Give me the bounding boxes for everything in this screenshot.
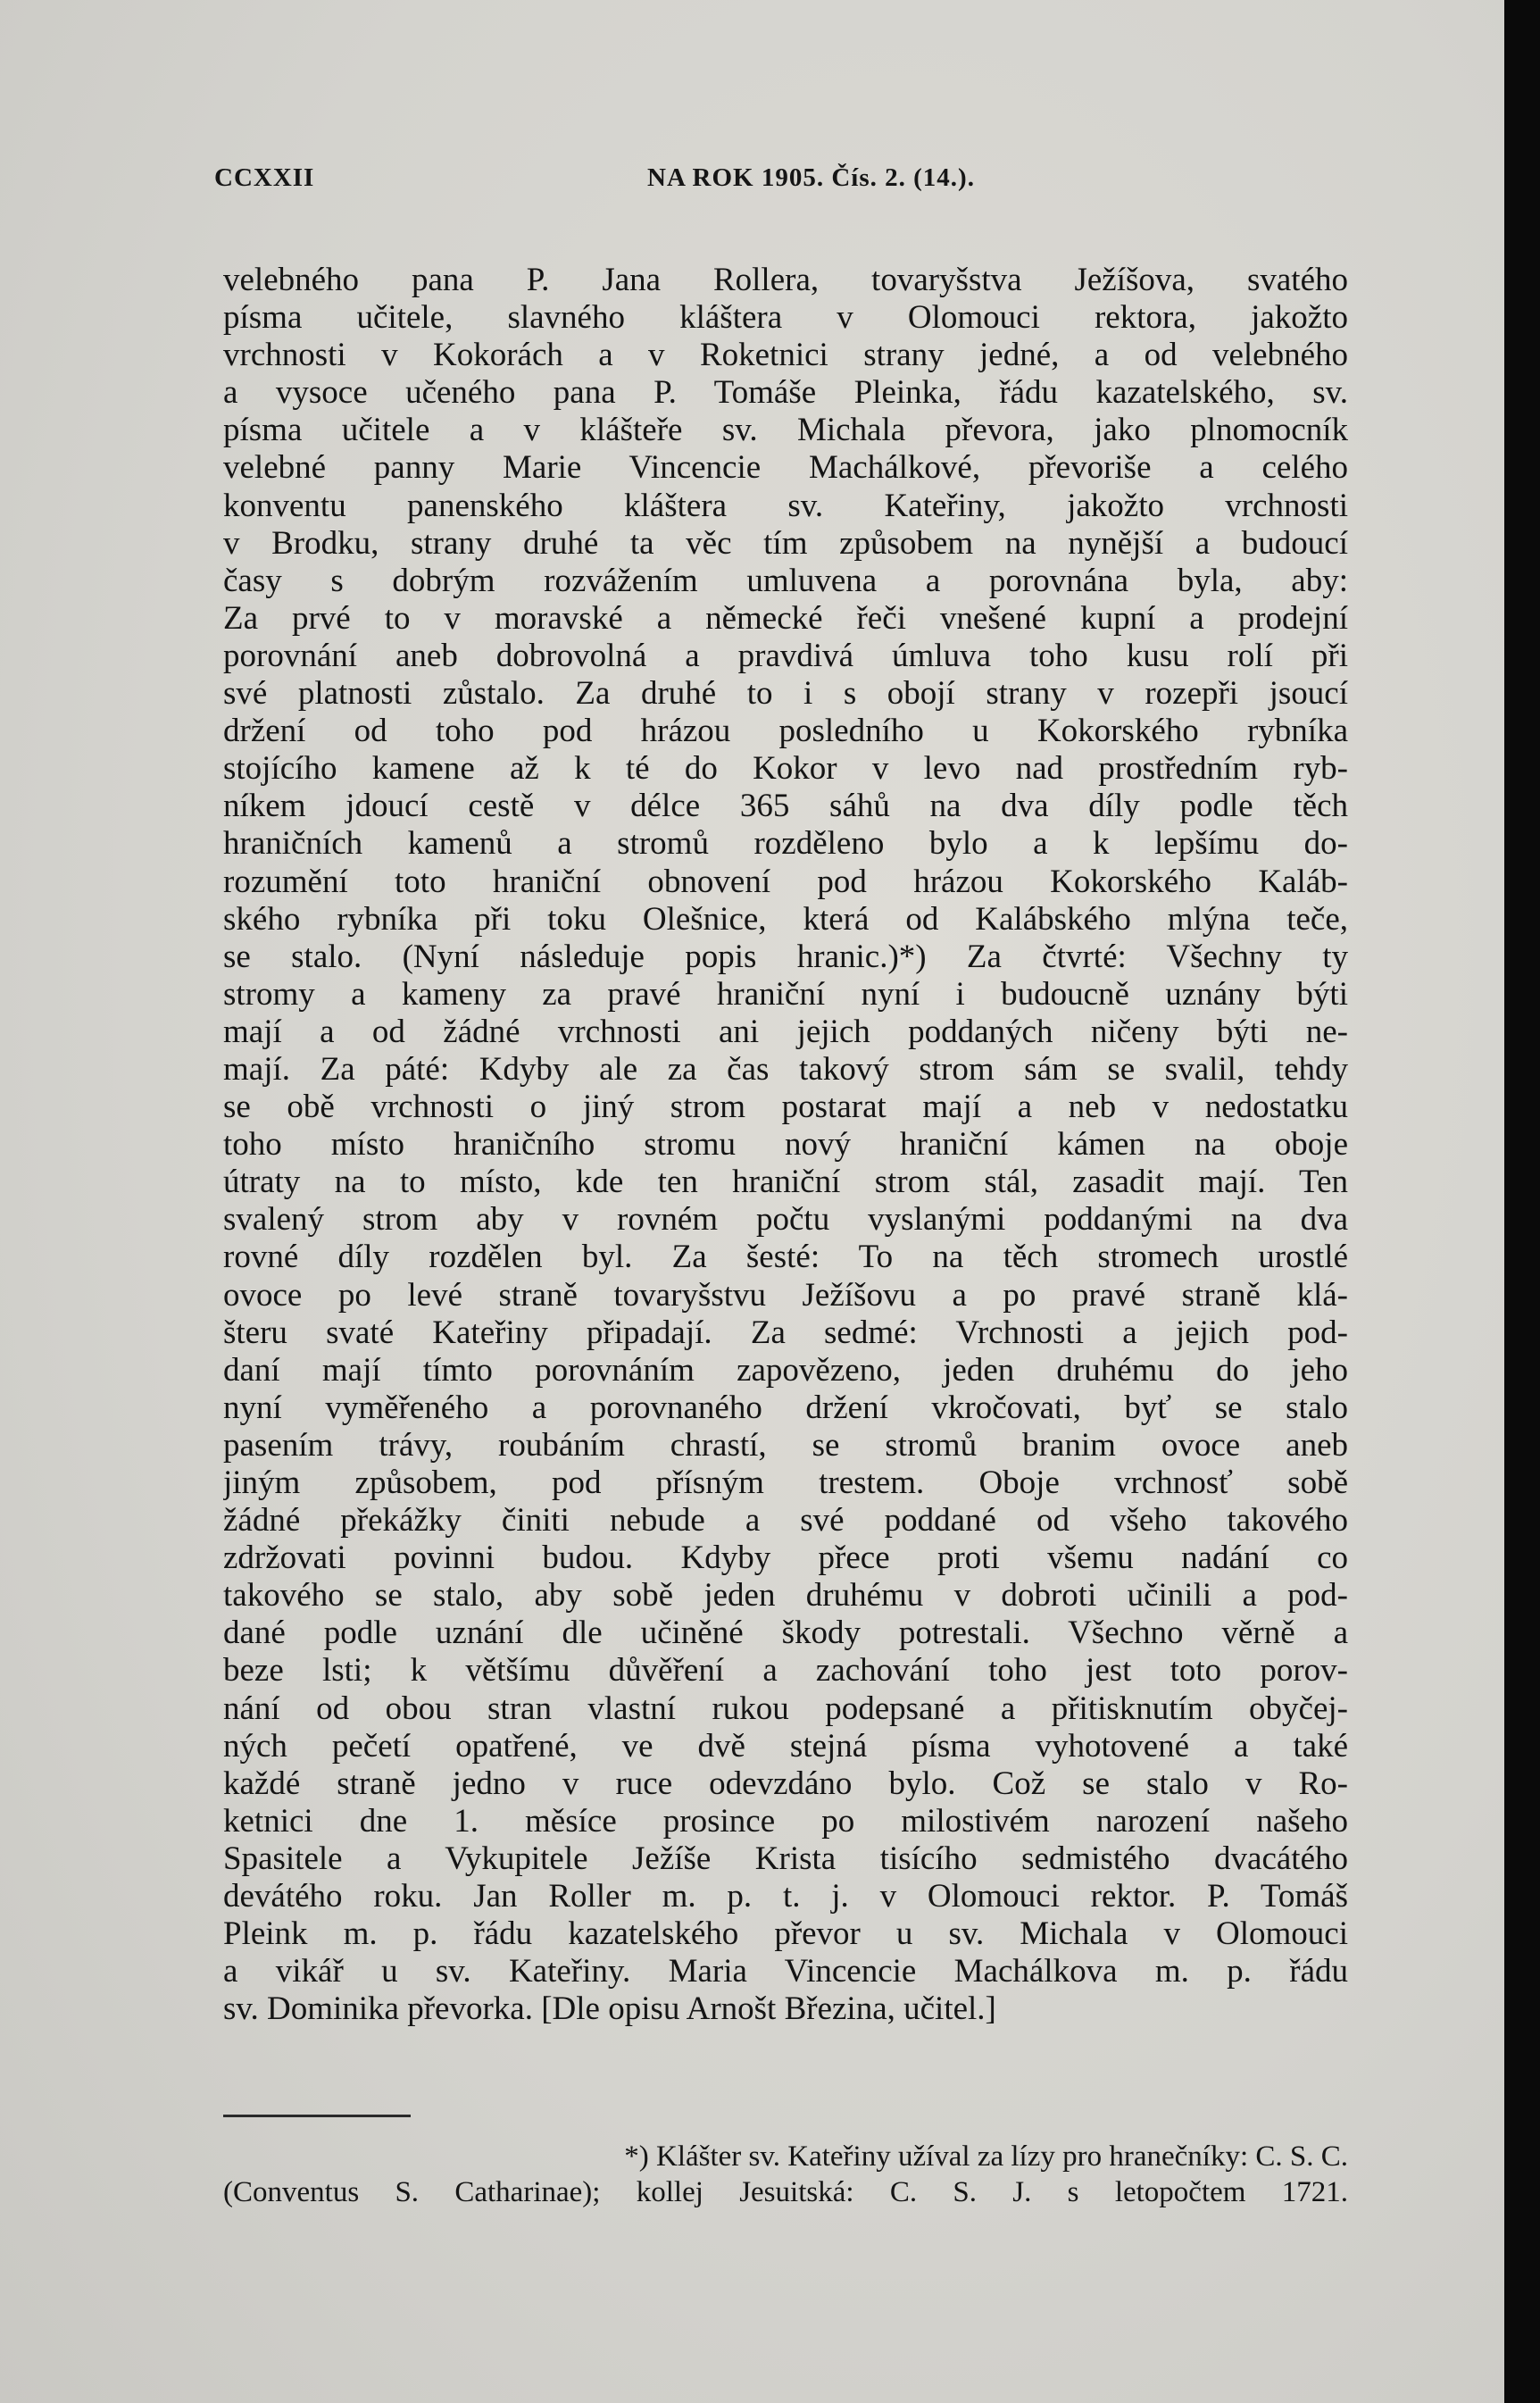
text-line: a vysoce učeného pana P. Tomáše Pleinka, řádu kazatelského, sv. [223,374,1348,412]
text-line: vrchnosti v Kokorách a v Roketnici strany jedné, a od velebného [223,337,1348,374]
text-line: ského rybníka při toku Olešnice, která od Kalábského mlýna teče, [223,900,1348,938]
text-line: písma učitele a v klášteře sv. Michala převora, jako plnomocník [223,412,1348,449]
text-line: níkem jdoucí cestě v délce 365 sáhů na dva díly podle těch [223,788,1348,825]
running-title: NA ROK 1905. Čís. 2. (14.). [647,163,975,192]
text-line: rozumění toto hraniční obnovení pod hrázou Kokorského Kaláb- [223,863,1348,900]
text-line: stromy a kameny za pravé hraniční nyní i budoucně uznány býti [223,975,1348,1013]
scan-edge [1504,0,1540,2403]
text-line: pasením trávy, roubáním chrastí, se stromů branim ovoce aneb [223,1426,1348,1464]
text-line: takového se stalo, aby sobě jeden druhému v dobroti učinili a pod- [223,1577,1348,1615]
body-text [223,262,1348,2028]
text-line: se stalo. (Nyní následuje popis hranic.)*) Za čtvrté: Všechny ty [223,938,1348,975]
text-line: mají. Za páté: Kdyby ale za čas takový strom sám se svalil, tehdy [223,1050,1348,1088]
text-line: ných pečetí opatřené, ve dvě stejná písma vyhotovené a také [223,1727,1348,1765]
text-line: mají a od žádné vrchnosti ani jejich poddaných ničeny býti ne- [223,1013,1348,1050]
text-line: devátého roku. Jan Roller m. p. t. j. v Olomouci rektor. P. Tomáš [223,1878,1348,1915]
text-line: velebného pana P. Jana Rollera, tovaryšstva Ježíšova, svatého [223,262,1348,298]
footnote-divider [223,2115,411,2117]
text-line: nání od obou stran vlastní rukou podepsané a přitisknutím obyčej- [223,1690,1348,1727]
text-line: se obě vrchnosti o jiný strom postarat mají a neb v nedostatku [223,1089,1348,1126]
text-line: ovoce po levé straně tovaryšstvu Ježíšovu a po pravé straně klá- [223,1276,1348,1314]
text-line: v Brodku, strany druhé ta věc tím způsobem na nynější a budoucí [223,524,1348,562]
text-line: hraničních kamenů a stromů rozděleno bylo a k lepšímu do- [223,825,1348,863]
text-line: zdržovati povinni budou. Kdyby přece proti všemu nadání co [223,1539,1348,1577]
footnote-line: (Conventus S. Catharinae); kollej Jesuitská: C. S. J. s letopočtem 1721. [223,2176,1348,2208]
text-line: toho místo hraničního stromu nový hraniční kámen na oboje [223,1126,1348,1164]
page-number: CCXXII [214,163,315,192]
text-line: časy s dobrým rozvážením umluvena a porovnána byla, aby: [223,562,1348,599]
text-line: útraty na to místo, kde ten hraniční strom stál, zasadit mají. Ten [223,1164,1348,1201]
text-line: Spasitele a Vykupitele Ježíše Krista tisícího sedmistého dvacátého [223,1840,1348,1877]
text-line: nyní vyměřeného a porovnaného držení vkročovati, byť se stalo [223,1389,1348,1426]
text-line: beze lsti; k většímu důvěření a zachování toho jest toto porov- [223,1652,1348,1690]
text-line: žádné překážky činiti nebude a své poddané od všeho takového [223,1502,1348,1539]
text-line: držení od toho pod hrázou posledního u Kokorského rybníka [223,713,1348,750]
text-line: a vikář u sv. Kateřiny. Maria Vincencie Machálkova m. p. řádu [223,1953,1348,1990]
footnote-line: *) Klášter sv. Kateřiny užíval za lízy pro hranečníky: C. S. C. [624,2140,1348,2173]
text-line: Pleink m. p. řádu kazatelského převor u sv. Michala v Olomouci [223,1915,1348,1953]
text-line: sv. Dominika převorka. [Dle opisu Arnošt Březina, učitel.] [223,1990,996,2028]
text-line: jiným způsobem, pod přísným trestem. Oboje vrchnosť sobě [223,1464,1348,1501]
text-line: svalený strom aby v rovném počtu vyslanými poddanými na dva [223,1201,1348,1239]
text-line: stojícího kamene až k té do Kokor v levo nad prostředním ryb- [223,750,1348,788]
text-line: písma učitele, slavného kláštera v Olomouci rektora, jakožto [223,299,1348,337]
text-line: své platnosti zůstalo. Za druhé to i s obojí strany v rozepři jsoucí [223,675,1348,713]
text-line: konventu panenského kláštera sv. Kateřiny, jakožto vrchnosti [223,487,1348,524]
text-line: každé straně jedno v ruce odevzdáno bylo. Což se stalo v Ro- [223,1765,1348,1802]
footnotes [223,2139,1348,2210]
text-line: šteru svaté Kateřiny připadají. Za sedmé: Vrchnosti a jejich pod- [223,1314,1348,1351]
text-line: dané podle uznání dle učiněné škody potrestali. Všechno věrně a [223,1615,1348,1652]
text-line: daní mají tímto porovnáním zapovězeno, jeden druhému do jeho [223,1351,1348,1389]
text-line: velebné panny Marie Vincencie Machálkové, převoriše a celého [223,449,1348,487]
text-line: rovné díly rozdělen byl. Za šesté: To na těch stromech urostlé [223,1239,1348,1276]
text-line: ketnici dne 1. měsíce prosince po milostivém narození našeho [223,1802,1348,1840]
text-line: Za prvé to v moravské a německé řeči vnešené kupní a prodejní [223,599,1348,637]
page-header [214,163,1330,208]
text-line: porovnání aneb dobrovolná a pravdivá úmluva toho kusu rolí při [223,637,1348,674]
